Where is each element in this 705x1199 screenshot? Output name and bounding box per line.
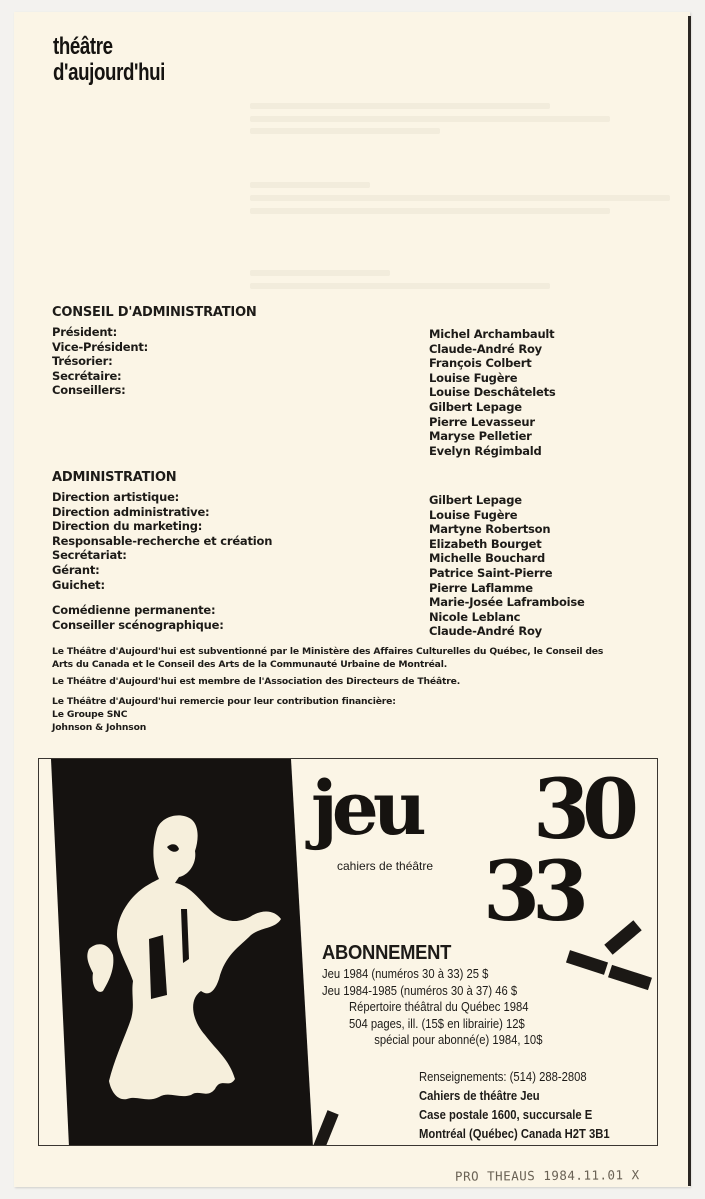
staff-name: Marie-Josée Laframboise [429,595,585,610]
role: Trésorier: [52,354,113,369]
member-name: Gilbert Lepage [429,399,522,414]
archive-annotation: PRO THEAUS 1984.11.01 X [454,1167,640,1184]
role: Conseillers: [52,383,126,398]
repertoire-line: Répertoire théâtral du Québec 1984 [349,1000,529,1015]
staff-name: Martyne Robertson [429,522,551,537]
acknowledgements [52,645,652,734]
conseil-names [429,327,556,458]
role: Direction administrative: [52,504,210,519]
repertoire-line: spécial pour abonné(e) 1984, 10$ [374,1033,543,1048]
contact-city: Montréal (Québec) Canada H2T 3B1 [419,1127,610,1141]
member-name: Pierre Levasseur [429,414,535,429]
role: Responsable-recherche et création [52,533,273,548]
role: Direction artistique: [52,490,180,504]
staff-name: Patrice Saint-Pierre [429,565,553,580]
subsidy-line: Le Théâtre d'Aujourd'hui est subventionné par le Ministère des Affaires Culturelles du Québec, le Conseil des [52,646,604,657]
issue-number-top: 30 [533,762,632,858]
decorative-dash [566,950,608,975]
role: Vice-Président: [52,339,149,354]
role: Direction du marketing: [52,519,203,534]
member-name: François Colbert [429,356,532,371]
jeu-advertisement [38,758,658,1146]
subsidy-line: Arts du Canada et le Conseil des Arts de la Communauté Urbaine de Montréal. [52,659,448,670]
administration-roles [52,490,272,632]
role: Guichet: [52,577,105,592]
contact-phone: Renseignements: (514) 288-2808 [419,1070,587,1084]
sponsor: Johnson & Johnson [52,722,147,733]
member-name: Louise Deschâtelets [429,385,556,400]
role: Gérant: [52,562,100,577]
subsidy-text [52,645,652,671]
contact-info [419,1068,610,1144]
staff-name: Elizabeth Bourget [429,536,542,551]
role: Conseiller scénographique: [52,617,224,632]
membership-text: Le Théâtre d'Aujourd'hui est membre de l'Association des Directeurs de Théâtre. [52,676,461,687]
role: Secrétaire: [52,368,122,383]
member-name: Claude-André Roy [429,341,542,356]
logo-line-2: d'aujourd'hui [53,59,165,86]
spacer [52,592,272,603]
offer-line: Jeu 1984-1985 (numéros 30 à 37) 46 $ [322,983,518,998]
repertoire-line: 504 pages, ill. (15$ en librairie) 12$ [349,1016,525,1031]
jeu-subtitle: cahiers de théâtre [337,859,434,873]
conseil-heading: CONSEIL D'ADMINISTRATION [52,305,257,320]
page-edge-shadow [688,16,691,1186]
decorative-dash [608,965,652,990]
theatre-logo [53,34,165,86]
conseil-roles [52,325,148,398]
jeu-logo: jeu [311,766,421,852]
role: Président: [52,325,118,339]
staff-name: Nicole Leblanc [429,609,521,624]
role: Comédienne permanente: [52,603,216,618]
member-name: Michel Archambault [429,327,555,341]
staff-name: Louise Fugère [429,507,518,522]
decorative-dash [604,920,641,954]
issue-number-bottom: 33 [483,844,582,940]
logo-line-1: théâtre [53,33,113,60]
contact-name: Cahiers de théâtre Jeu [419,1089,540,1103]
contact-box: Case postale 1600, succursale E [419,1108,593,1122]
thanks-text: Le Théâtre d'Aujourd'hui remercie pour leur contribution financière: [52,696,396,707]
role: Secrétariat: [52,548,127,563]
member-name: Evelyn Régimbald [429,443,542,458]
staff-name: Gilbert Lepage [429,493,522,507]
subscription-heading: ABONNEMENT [322,942,452,964]
staff-name: Michelle Bouchard [429,551,545,566]
member-name: Maryse Pelletier [429,429,532,444]
offer-line: Jeu 1984 (numéros 30 à 33) 25 $ [322,967,489,981]
administration-names [429,493,585,639]
staff-name: Claude-André Roy [429,624,542,639]
subscription-offers [322,966,542,1049]
staff-name: Pierre Laflamme [429,580,533,595]
administration-heading: ADMINISTRATION [52,470,177,485]
member-name: Louise Fugère [429,370,518,385]
performer-photo [39,759,339,1146]
sponsor: Le Groupe SNC [52,709,128,720]
